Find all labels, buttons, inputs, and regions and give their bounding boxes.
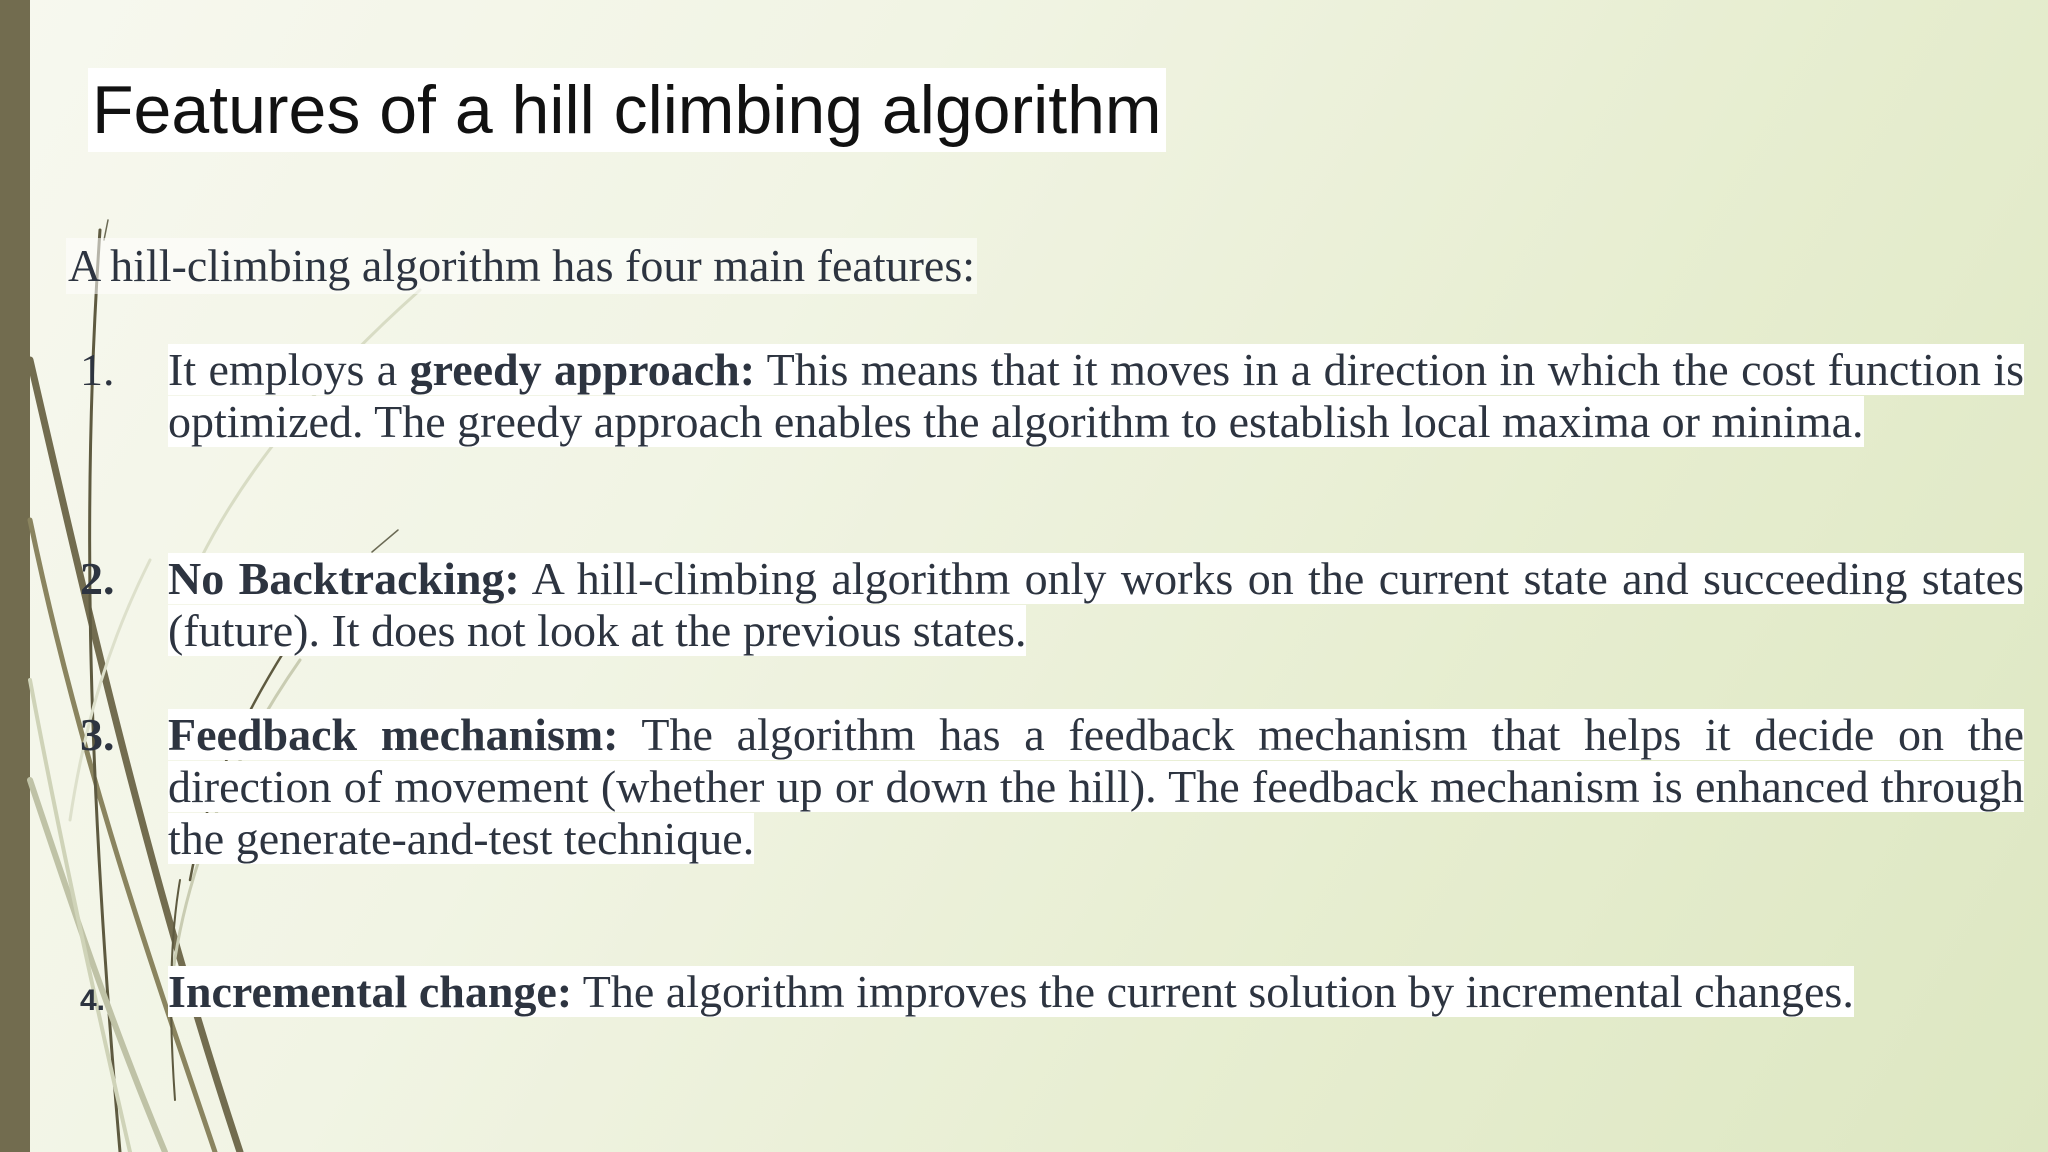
list-item-number: 1. xyxy=(80,344,115,395)
list-item-term: Incremental change: xyxy=(168,966,573,1017)
list-item-term: greedy approach: xyxy=(409,344,756,395)
list-item-number: 3. xyxy=(80,709,115,760)
list-item-number: 4. xyxy=(80,984,106,1017)
list-item-term: No Backtracking: xyxy=(168,553,520,604)
list-item-term: Feedback mechanism: xyxy=(168,709,619,760)
list-item-text: Incremental change: The algorithm improves the current solution by incremental changes. xyxy=(168,966,1854,1017)
intro-text: A hill-climbing algorithm has four main features: xyxy=(66,238,977,294)
list-item-number: 2. xyxy=(80,553,115,604)
slide-title: Features of a hill climbing algorithm xyxy=(88,68,1166,152)
list-item-text: It employs a greedy approach: This means that it moves in a direction in which the cost function is optimized. The greedy approach enables the algorithm to establish local maxima or minima. xyxy=(168,344,2024,447)
left-accent-bar xyxy=(0,0,30,1152)
list-item-text: Feedback mechanism: The algorithm has a feedback mechanism that helps it decide on the direction of movement (whether up or down the hill). The feedback mechanism is enhanced through the generate-and-test technique. xyxy=(168,709,2024,864)
list-item-text: No Backtracking: A hill-climbing algorithm only works on the current state and succeeding states (future). It does not look at the previous states. xyxy=(168,553,2024,656)
